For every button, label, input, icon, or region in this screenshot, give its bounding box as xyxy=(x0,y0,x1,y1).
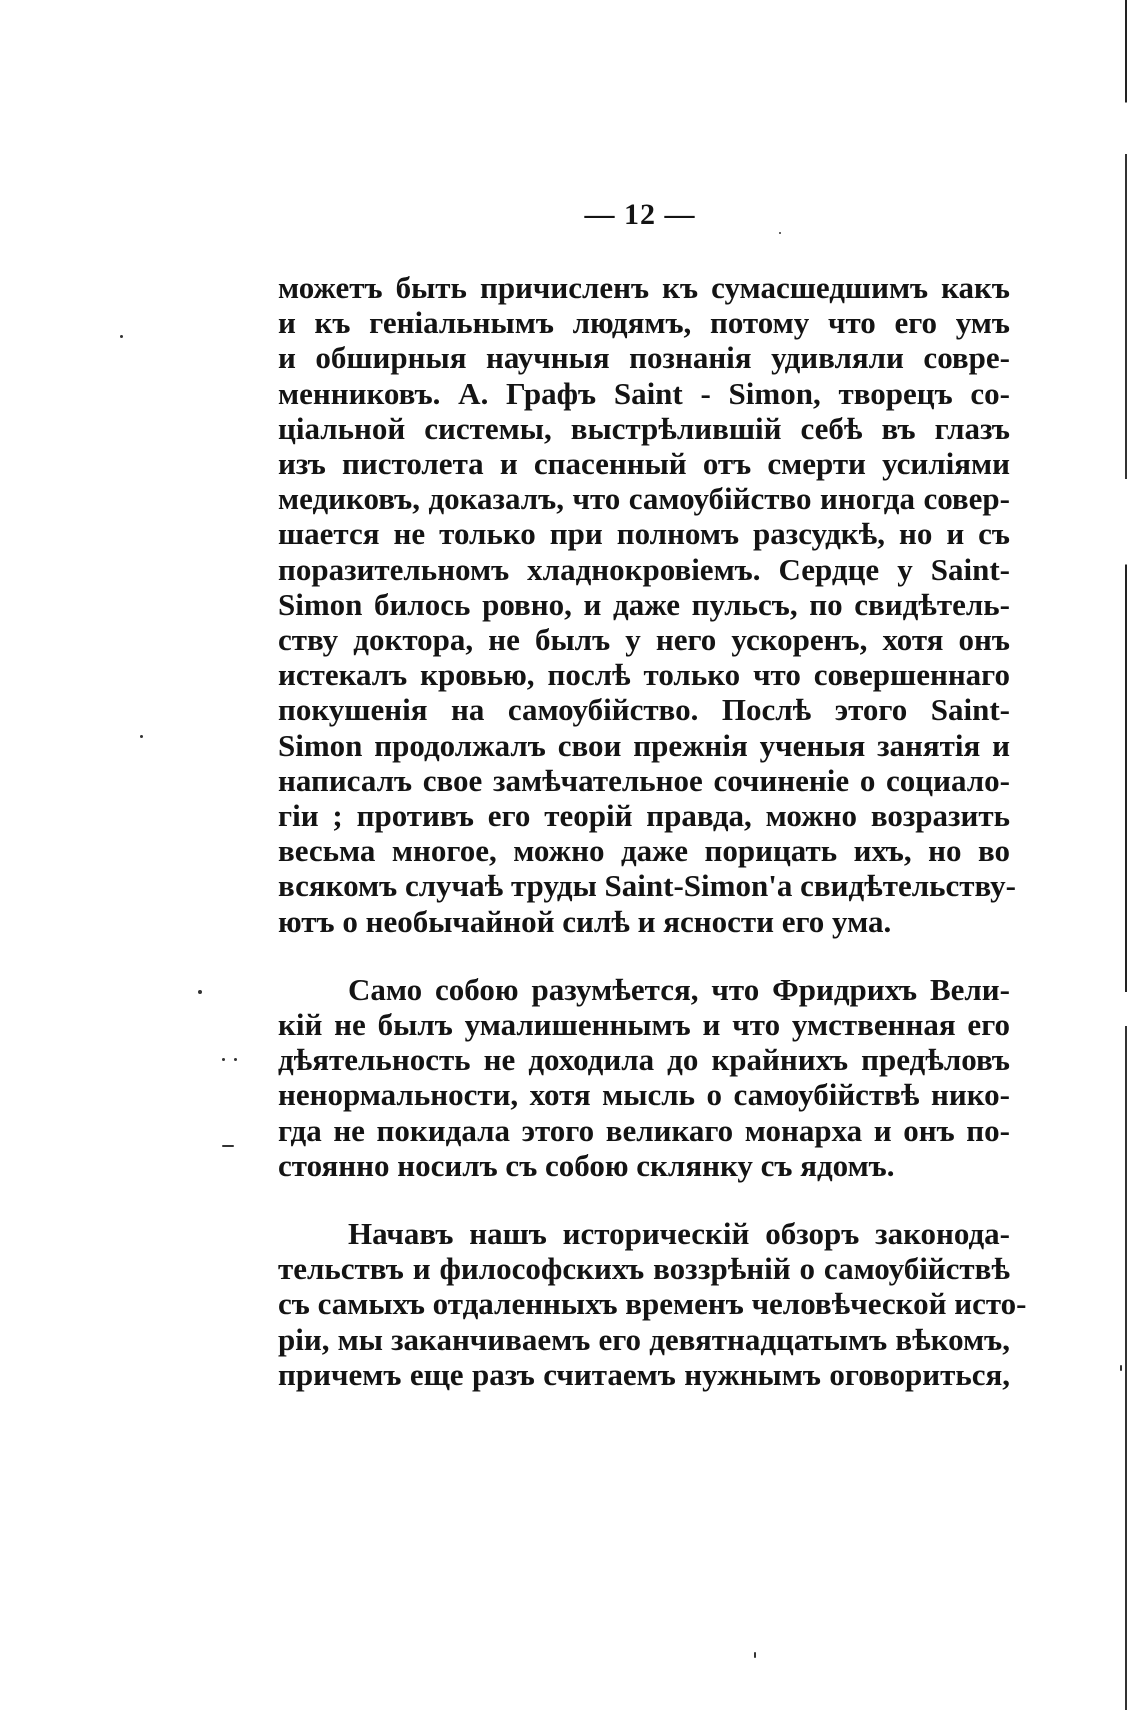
text-line: кій не былъ умалишеннымъ и что умственная его xyxy=(278,1007,1010,1043)
text-line: ютъ о необычайной силѣ и ясности его ума. xyxy=(278,903,892,939)
text-line: изъ пистолета и спасенный отъ смерти усиліями xyxy=(278,446,1010,482)
text-line: ріи, мы заканчиваемъ его девятнадцатымъ вѣкомъ, xyxy=(278,1321,1010,1357)
text-line: написалъ свое замѣчательное сочиненіе о социало- xyxy=(278,762,1010,798)
scan-speck xyxy=(222,1145,234,1147)
text-line: менниковъ. А. Графъ Saint - Simon, творецъ со- xyxy=(278,375,1010,411)
text-line: медиковъ, доказалъ, что самоубійство иногда совер- xyxy=(278,481,1010,517)
text-line: съ самыхъ отдаленныхъ временъ человѣческой исто- xyxy=(278,1286,1027,1322)
text-line: Само собою разумѣется, что Фридрихъ Вели- xyxy=(348,971,1010,1007)
text-line: ненормальности, хотя мысль о самоубійствѣ нико- xyxy=(278,1077,1010,1113)
text-line: Начавъ нашъ историческій обзоръ законода- xyxy=(348,1216,1010,1252)
scan-speck xyxy=(120,335,123,338)
scan-speck xyxy=(779,232,781,234)
paragraph-1 xyxy=(278,270,1016,939)
text-line: причемъ еще разъ считаемъ нужнымъ оговориться, xyxy=(278,1356,1010,1392)
scan-speck xyxy=(198,990,202,994)
text-line: и обширныя научныя познанія удивляли совре- xyxy=(278,340,1010,376)
text-line: ціальной системы, выстрѣлившій себѣ въ глазъ xyxy=(278,410,1010,446)
text-line: поразительномъ хладнокровіемъ. Сердце у Saint- xyxy=(278,551,1010,587)
body-text xyxy=(278,270,1027,1392)
text-line: стоянно носилъ съ собою склянку съ ядомъ. xyxy=(278,1147,895,1183)
text-line: всякомъ случаѣ труды Saint-Simon'а свидѣтельству- xyxy=(278,868,1016,904)
text-line: покушенія на самоубійство. Послѣ этого Saint- xyxy=(278,692,1010,728)
text-line: гіи ; противъ его теорій правда, можно возразить xyxy=(278,798,1010,834)
text-line: Simon билось ровно, и даже пульсъ, по свидѣтель- xyxy=(278,586,1010,622)
text-line: можетъ быть причисленъ къ сумасшедшимъ какъ xyxy=(278,270,1010,305)
scan-speck xyxy=(754,1652,756,1658)
scan-speck xyxy=(222,1058,225,1061)
page-edge-line xyxy=(1125,0,1127,1710)
text-line: шается не только при полномъ разсудкѣ, но и съ xyxy=(278,516,1010,552)
paragraph-2 xyxy=(278,972,1010,1183)
text-line: ству доктора, не былъ у него ускоренъ, хотя онъ xyxy=(278,622,1010,658)
text-line: весьма многое, можно даже порицать ихъ, но во xyxy=(278,833,1010,869)
text-line: тельствъ и философскихъ воззрѣній о самоубійствѣ xyxy=(278,1251,1010,1287)
text-line: Simon продолжалъ свои прежнія ученыя занятія и xyxy=(278,727,1010,763)
page-number: — 12 — xyxy=(584,198,696,231)
paragraph-3 xyxy=(278,1216,1027,1392)
scan-speck xyxy=(1120,1365,1122,1371)
text-line: и къ геніальнымъ людямъ, потому что его умъ xyxy=(278,305,1010,341)
scan-speck xyxy=(140,735,143,738)
text-line: гда не покидала этого великаго монарха и онъ по- xyxy=(278,1112,1010,1148)
text-line: истекалъ кровью, послѣ только что совершеннаго xyxy=(278,657,1010,693)
scan-speck xyxy=(234,1058,237,1061)
text-line: дѣятельность не доходила до крайнихъ предѣловъ xyxy=(278,1042,1010,1078)
